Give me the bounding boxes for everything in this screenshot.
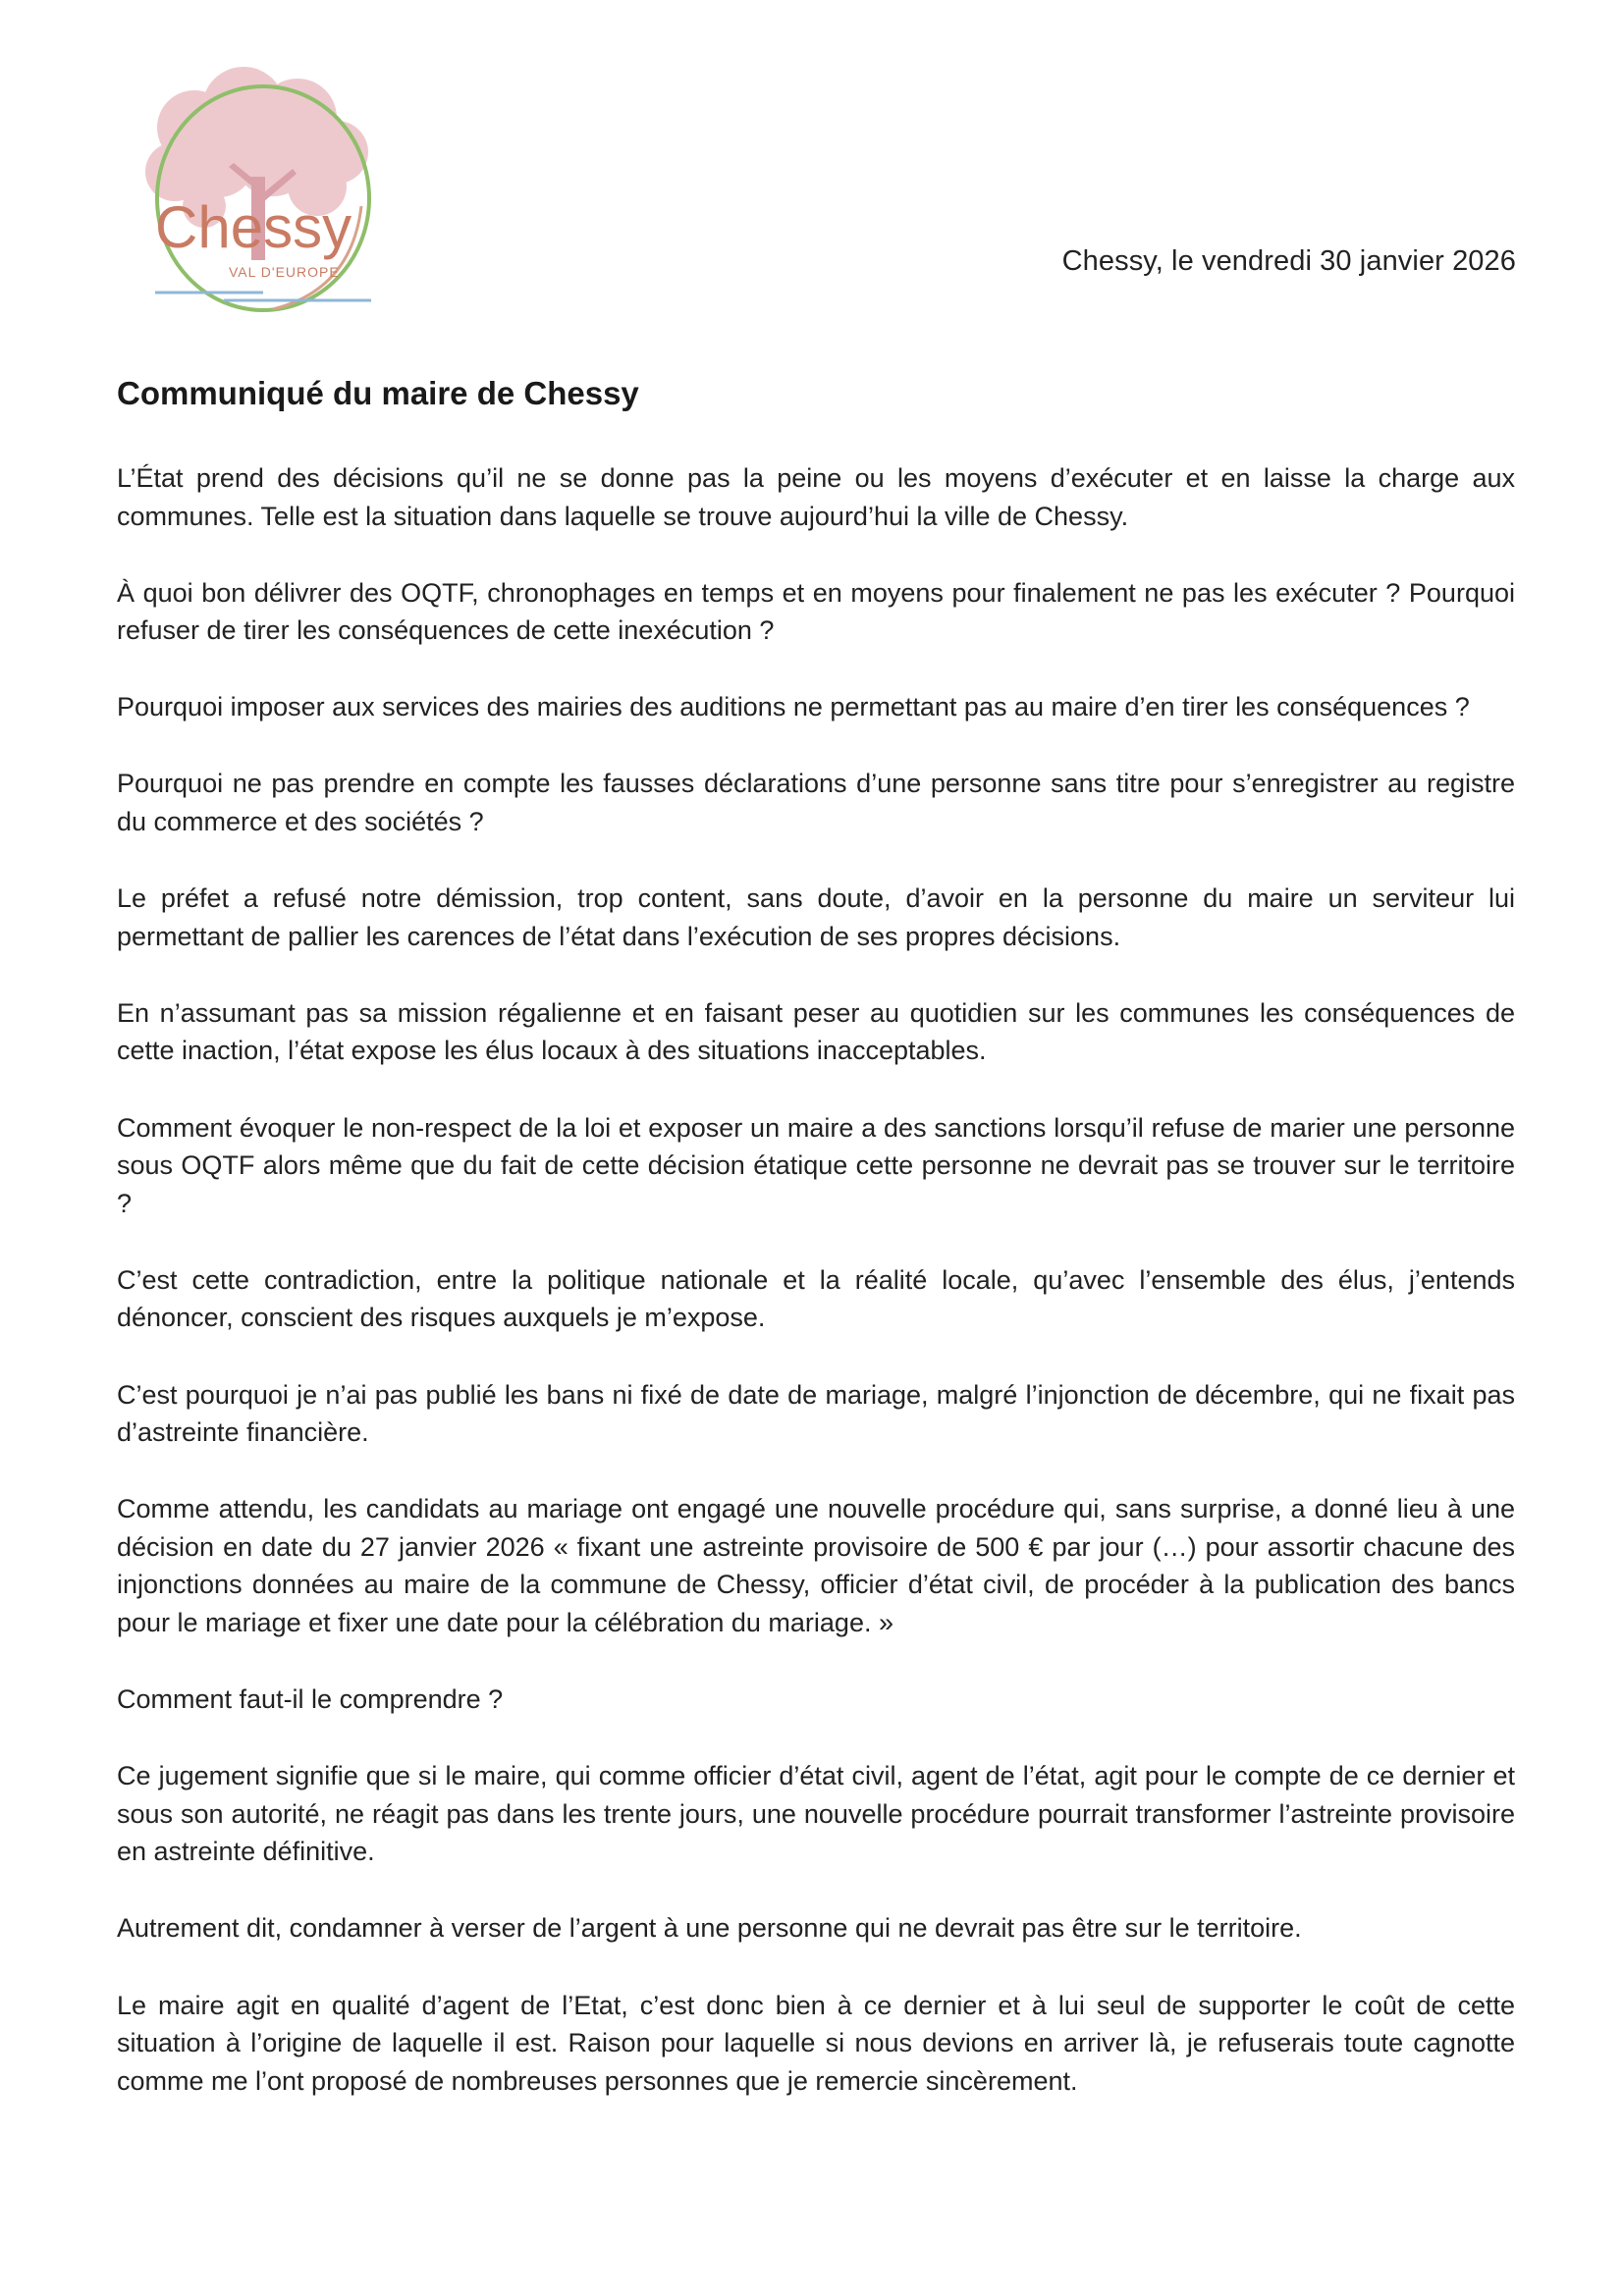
paragraph: Comment évoquer le non-respect de la loi et exposer un maire a des sanctions lorsqu’il refuse de marier une personne sous OQTF alors même que du fait de cette décision étatique cette personne ne devrait pas se trouver sur le territoire ? xyxy=(117,1112,1515,1218)
logo-name: Chessy xyxy=(155,194,352,260)
communique-body xyxy=(117,459,1515,2139)
paragraph: Comment faut-il le comprendre ? xyxy=(117,1684,504,1715)
paragraph: C’est pourquoi je n’ai pas publié les bans ni fixé de date de mariage, malgré l’injonction de décembre, qui ne fixait pas d’astreinte financière. xyxy=(117,1379,1515,1448)
paragraph: Comme attendu, les candidats au mariage ont engagé une nouvelle procédure qui, sans surprise, a donné lieu à une décision en date du 27 janvier 2026 « fixant une astreinte provisoire de 500 € par jour (…) pour assortir chacune des injonctions données au maire de la commune de Chessy, officier d’état civil, de procéder à la publication des bancs pour le mariage et fixer une date pour la célébration du mariage. » xyxy=(117,1494,1515,1637)
paragraph: Autrement dit, condamner à verser de l’argent à une personne qui ne devrait pas être sur le territoire. xyxy=(117,1913,1302,1944)
paragraph: C’est cette contradiction, entre la politique nationale et la réalité locale, qu’avec l’ensemble des élus, j’entends dénoncer, conscient des risques auxquels je m’expose. xyxy=(117,1264,1515,1333)
paragraph: Pourquoi imposer aux services des mairies des auditions ne permettant pas au maire d’en tirer les conséquences ? xyxy=(117,692,1470,722)
paragraph: Ce jugement signifie que si le maire, qui comme officier d’état civil, agent de l’état, agit pour le compte de ce dernier et sous son autorité, ne réagit pas dans les trente jours, une nouvelle procédure pourrait transformer l’astreinte provisoire en astreinte définitive. xyxy=(117,1761,1515,1867)
paragraph: Pourquoi ne pas prendre en compte les fausses déclarations d’une personne sans titre pour s’enregistrer au registre du commerce et des sociétés ? xyxy=(117,769,1515,837)
water-lines xyxy=(155,293,371,300)
paragraph: Le préfet a refusé notre démission, trop content, sans doute, d’avoir en la personne du maire un serviteur lui permettant de pallier les carences de l’état dans l’exécution de ses propres décisions. xyxy=(117,883,1515,951)
paragraph: À quoi bon délivrer des OQTF, chronophages en temps et en moyens pour finalement ne pas les exécuter ? Pourquoi refuser de tirer les conséquences de cette inexécution ? xyxy=(117,577,1515,646)
chessy-logo xyxy=(116,59,401,324)
paragraph: L’État prend des décisions qu’il ne se donne pas la peine ou les moyens d’exécuter et en laisse la charge aux communes. Telle est la situation dans laquelle se trouve aujourd’hui la ville de Chessy. xyxy=(117,463,1515,531)
paragraph: Le maire agit en qualité d’agent de l’Etat, c’est donc bien à ce dernier et à lui seul de supporter le coût de cette situation à l’origine de laquelle il est. Raison pour laquelle si nous devions en arriver là, je refuserais toute cagnotte comme me l’ont proposé de nombreuses personnes que je remercie sincèrement. xyxy=(117,1990,1515,2096)
chessy-logo-image xyxy=(116,59,401,324)
logo-tagline: VAL D'EUROPE xyxy=(229,264,340,280)
paragraph: En n’assumant pas sa mission régalienne et en faisant peser au quotidien sur les communes les conséquences de cette inaction, l’état expose les élus locaux à des situations inacceptables. xyxy=(117,997,1515,1066)
date-line: Chessy, le vendredi 30 janvier 2026 xyxy=(1061,245,1516,277)
page-title: Communiqué du maire de Chessy xyxy=(117,375,639,411)
